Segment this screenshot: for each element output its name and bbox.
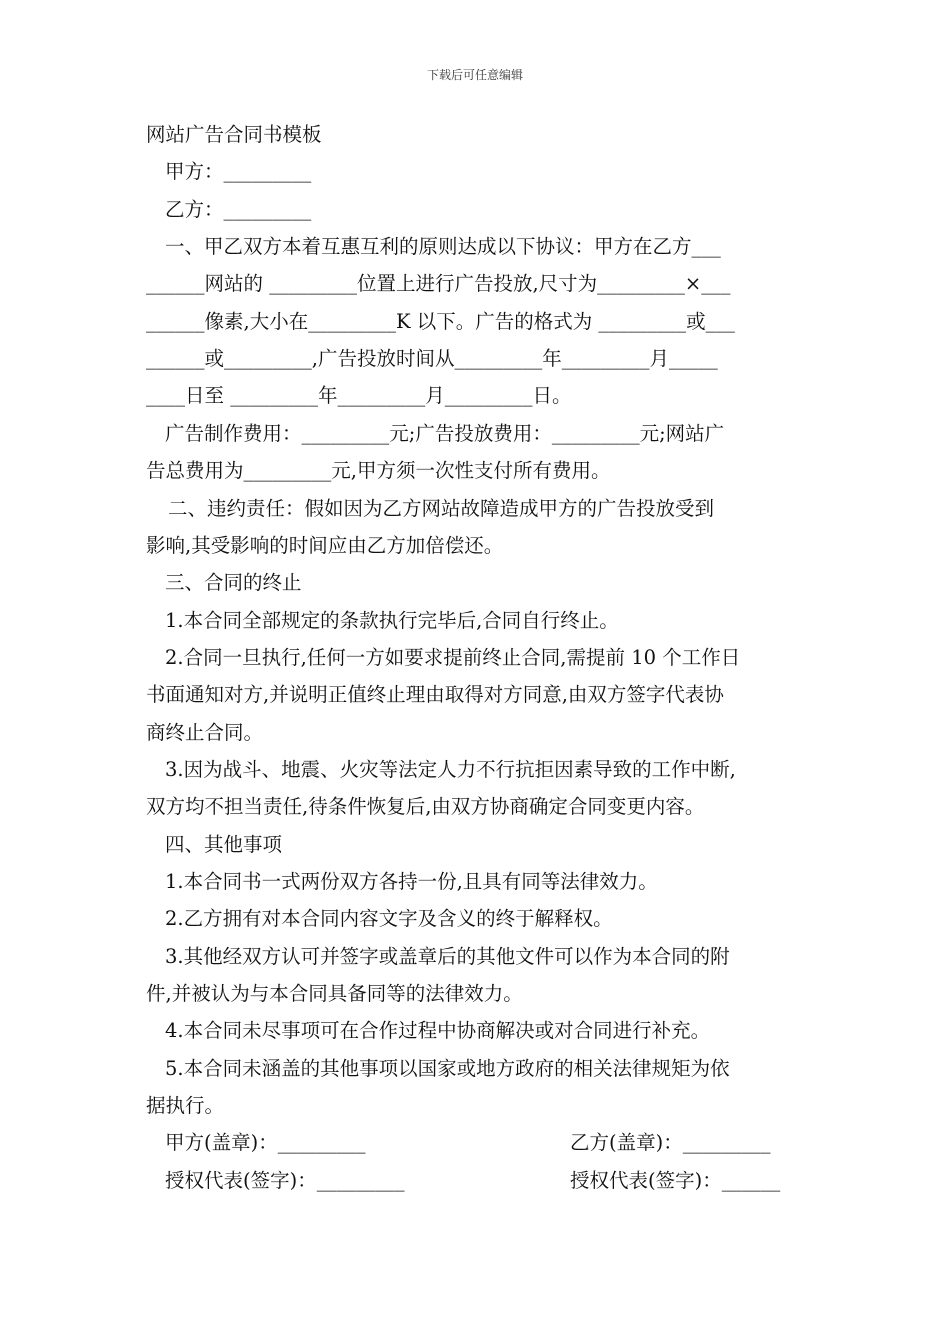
section-3-heading: 三、合同的终止	[165, 571, 302, 594]
fee-line: 告总费用为_________元,甲方须一次性支付所有费用。	[146, 459, 611, 482]
clause-1-line: ____日至 _________年_________月_________日。	[146, 384, 572, 407]
clause-2-line: 二、违约责任：假如因为乙方网站故障造成甲方的广告投放受到	[168, 497, 715, 520]
clause-1-line: ______网站的 _________位置上进行广告投放,尺寸为_________×___	[146, 272, 731, 295]
section-3-item: 1.本合同全部规定的条款执行完毕后,合同自行终止。	[165, 609, 619, 632]
section-3-item: 2.合同一旦执行,任何一方如要求提前终止合同,需提前 10 个工作日	[165, 646, 741, 669]
clause-1-line: 一、甲乙双方本着互惠互利的原则达成以下协议：甲方在乙方___	[165, 235, 721, 258]
page-header: 下载后可任意编辑	[426, 68, 523, 82]
party-b-line: 乙方：_________	[165, 198, 312, 221]
section-4-item: 据执行。	[146, 1094, 225, 1117]
section-3-item: 商终止合同。	[146, 721, 264, 744]
section-3-item: 双方均不担当责任,待条件恢复后,由双方协商确定合同变更内容。	[146, 795, 705, 818]
party-b-rep-line: 授权代表(签字)：______	[570, 1169, 781, 1192]
party-a-rep-line: 授权代表(签字)：_________	[165, 1169, 405, 1192]
section-4-heading: 四、其他事项	[165, 833, 283, 856]
party-a-seal-line: 甲方(盖章)：_________	[165, 1131, 366, 1154]
clause-1-line: ______像素,大小在_________K 以下。广告的格式为 _________或___	[146, 310, 735, 333]
section-4-item: 件,并被认为与本合同具备同等的法律效力。	[146, 982, 523, 1005]
section-4-item: 2.乙方拥有对本合同内容文字及含义的终于解释权。	[165, 907, 613, 930]
section-4-item: 3.其他经双方认可并签字或盖章后的其他文件可以作为本合同的附	[165, 945, 730, 968]
section-4-item: 1.本合同书一式两份双方各持一份,且具有同等法律效力。	[165, 870, 658, 893]
document-title: 网站广告合同书模板	[146, 123, 322, 146]
section-3-item: 书面通知对方,并说明正值终止理由取得对方同意,由双方签字代表协	[146, 683, 724, 706]
party-a-line: 甲方：_________	[165, 160, 312, 183]
party-b-seal-line: 乙方(盖章)：_________	[570, 1131, 771, 1154]
section-3-item: 3.因为战斗、地震、火灾等法定人力不行抗拒因素导致的工作中断,	[165, 758, 736, 781]
section-4-item: 5.本合同未涵盖的其他事项以国家或地方政府的相关法律规矩为依	[165, 1057, 730, 1080]
clause-1-line: ______或_________,广告投放时间从_________年_________月_____	[146, 347, 718, 370]
section-4-item: 4.本合同未尽事项可在合作过程中协商解决或对合同进行补充。	[165, 1019, 711, 1042]
clause-2-line: 影响,其受影响的时间应由乙方加倍偿还。	[146, 534, 504, 557]
fee-line: 广告制作费用：_________元;广告投放费用：_________元;网站广	[165, 422, 725, 445]
